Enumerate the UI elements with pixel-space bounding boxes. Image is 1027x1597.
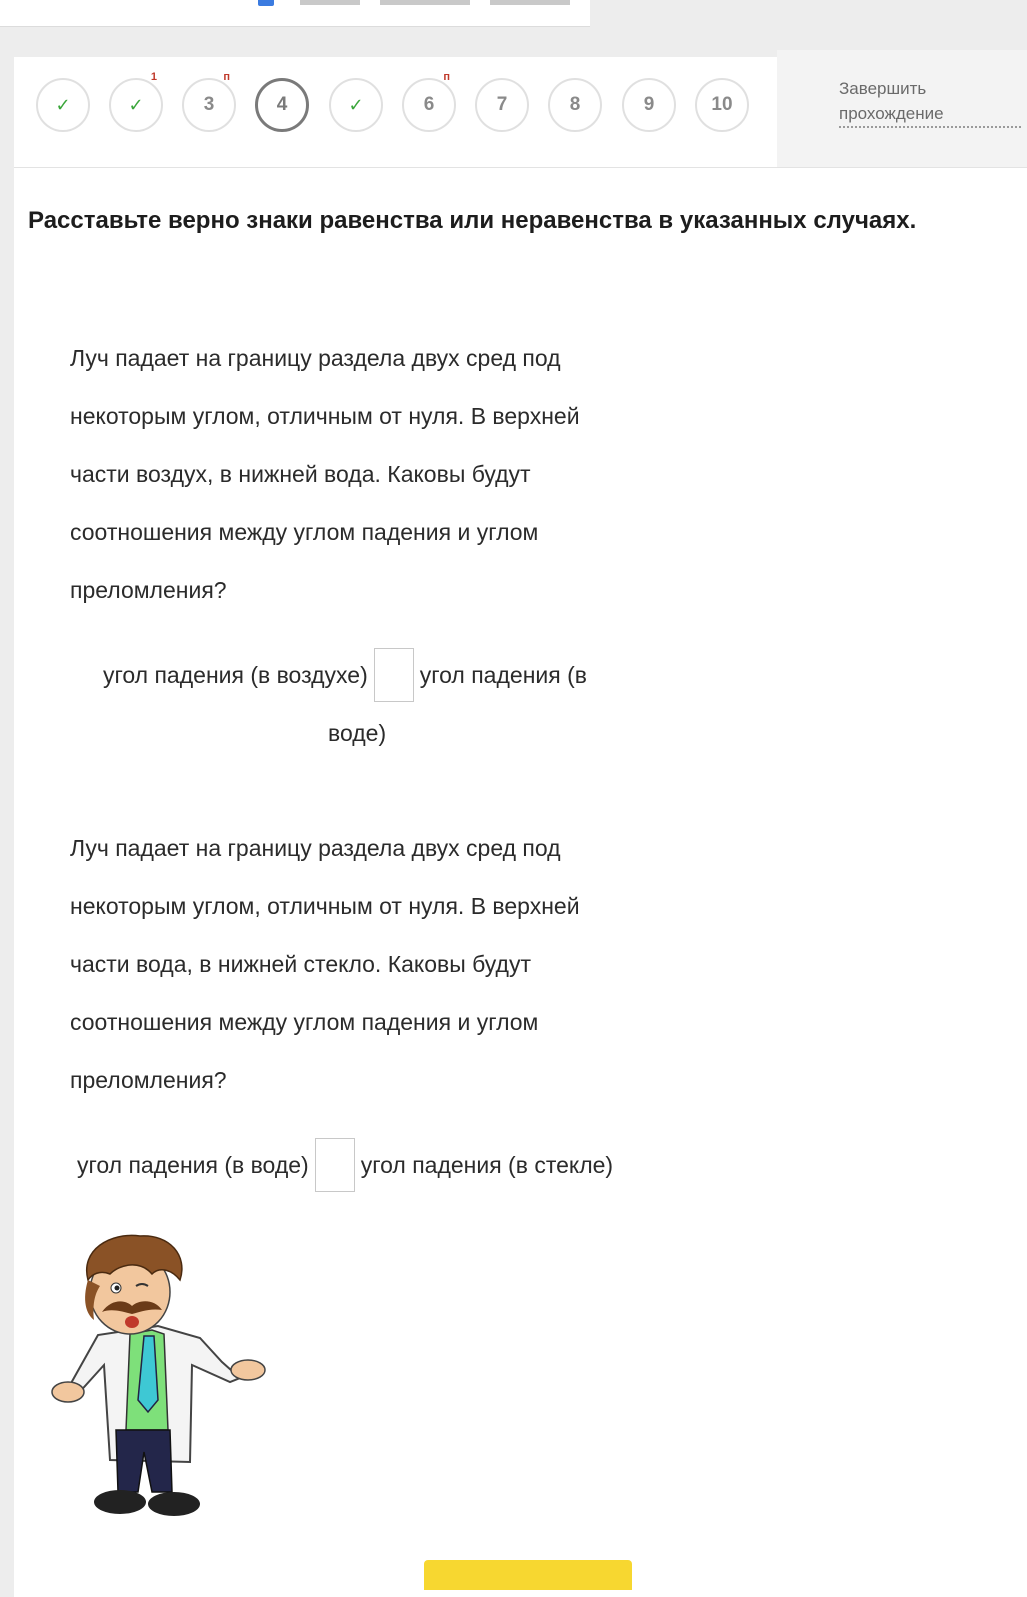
- question-3-button[interactable]: [182, 71, 236, 132]
- skipped-mark: п: [443, 71, 450, 83]
- question-2-text: [70, 819, 650, 1109]
- checkbox-icon: [258, 0, 274, 6]
- question-number: 6: [423, 94, 435, 115]
- skipped-mark: п: [223, 71, 230, 83]
- question-line: некоторым углом, отличным от нуля. В верхней: [70, 403, 580, 429]
- question-number: 4: [276, 94, 288, 115]
- scientist-illustration: [40, 1230, 266, 1530]
- top-strip: [0, 0, 590, 27]
- question-navigation: [14, 57, 1027, 168]
- answer-1-right-label: угол падения (в: [419, 661, 587, 688]
- question-line: части воздух, в нижней вода. Каковы будут: [70, 461, 531, 487]
- question-line: преломления?: [70, 577, 227, 603]
- cropped-text: [380, 0, 470, 5]
- question-4-button[interactable]: [255, 78, 309, 132]
- check-icon: ✓: [55, 94, 71, 115]
- question-2-button[interactable]: [109, 71, 163, 132]
- answer-2-left-label: угол падения (в воде): [77, 1151, 309, 1178]
- answer-1-left-label: угол падения (в воздухе): [103, 661, 368, 688]
- answer-2-input[interactable]: [315, 1138, 355, 1192]
- question-line: части вода, в нижней стекло. Каковы будут: [70, 951, 531, 977]
- question-10-button[interactable]: [695, 78, 749, 132]
- question-6-button[interactable]: [402, 71, 456, 132]
- answer-1-row: [103, 648, 587, 702]
- question-1-text: [70, 329, 650, 619]
- question-8-button[interactable]: [548, 78, 602, 132]
- check-icon: ✓: [128, 94, 144, 115]
- finish-panel: [777, 50, 1027, 167]
- task-title: Расставьте верно знаки равенства или неравенства в указанных случаях.: [28, 207, 917, 234]
- question-line: Луч падает на границу раздела двух сред под: [70, 835, 561, 861]
- question-line: соотношения между углом падения и углом: [70, 1009, 539, 1035]
- question-number: 10: [711, 94, 733, 115]
- answer-1-input[interactable]: [374, 648, 414, 702]
- question-number: 7: [496, 94, 508, 115]
- check-icon: ✓: [348, 94, 364, 115]
- cropped-text: [300, 0, 360, 5]
- cropped-text: [490, 0, 570, 5]
- answer-1-right-label-cont: воде): [328, 720, 387, 746]
- question-5-button[interactable]: [329, 78, 383, 132]
- next-button[interactable]: [424, 1560, 632, 1590]
- attempt-mark: 1: [150, 71, 157, 83]
- answer-2-right-label: угол падения (в стекле): [360, 1151, 614, 1178]
- quiz-card: [14, 57, 1027, 1597]
- answer-2-row: [77, 1138, 613, 1192]
- question-line: преломления?: [70, 1067, 227, 1093]
- question-number: 9: [643, 94, 655, 115]
- question-line: Луч падает на границу раздела двух сред под: [70, 345, 561, 371]
- question-1-button[interactable]: [36, 78, 90, 132]
- question-number: 3: [203, 94, 215, 115]
- finish-attempt-link[interactable]: Завершить прохождение: [839, 76, 1021, 128]
- question-9-button[interactable]: [622, 78, 676, 132]
- question-7-button[interactable]: [475, 78, 529, 132]
- question-number: 8: [569, 94, 581, 115]
- question-line: некоторым углом, отличным от нуля. В верхней: [70, 893, 580, 919]
- question-line: соотношения между углом падения и углом: [70, 519, 539, 545]
